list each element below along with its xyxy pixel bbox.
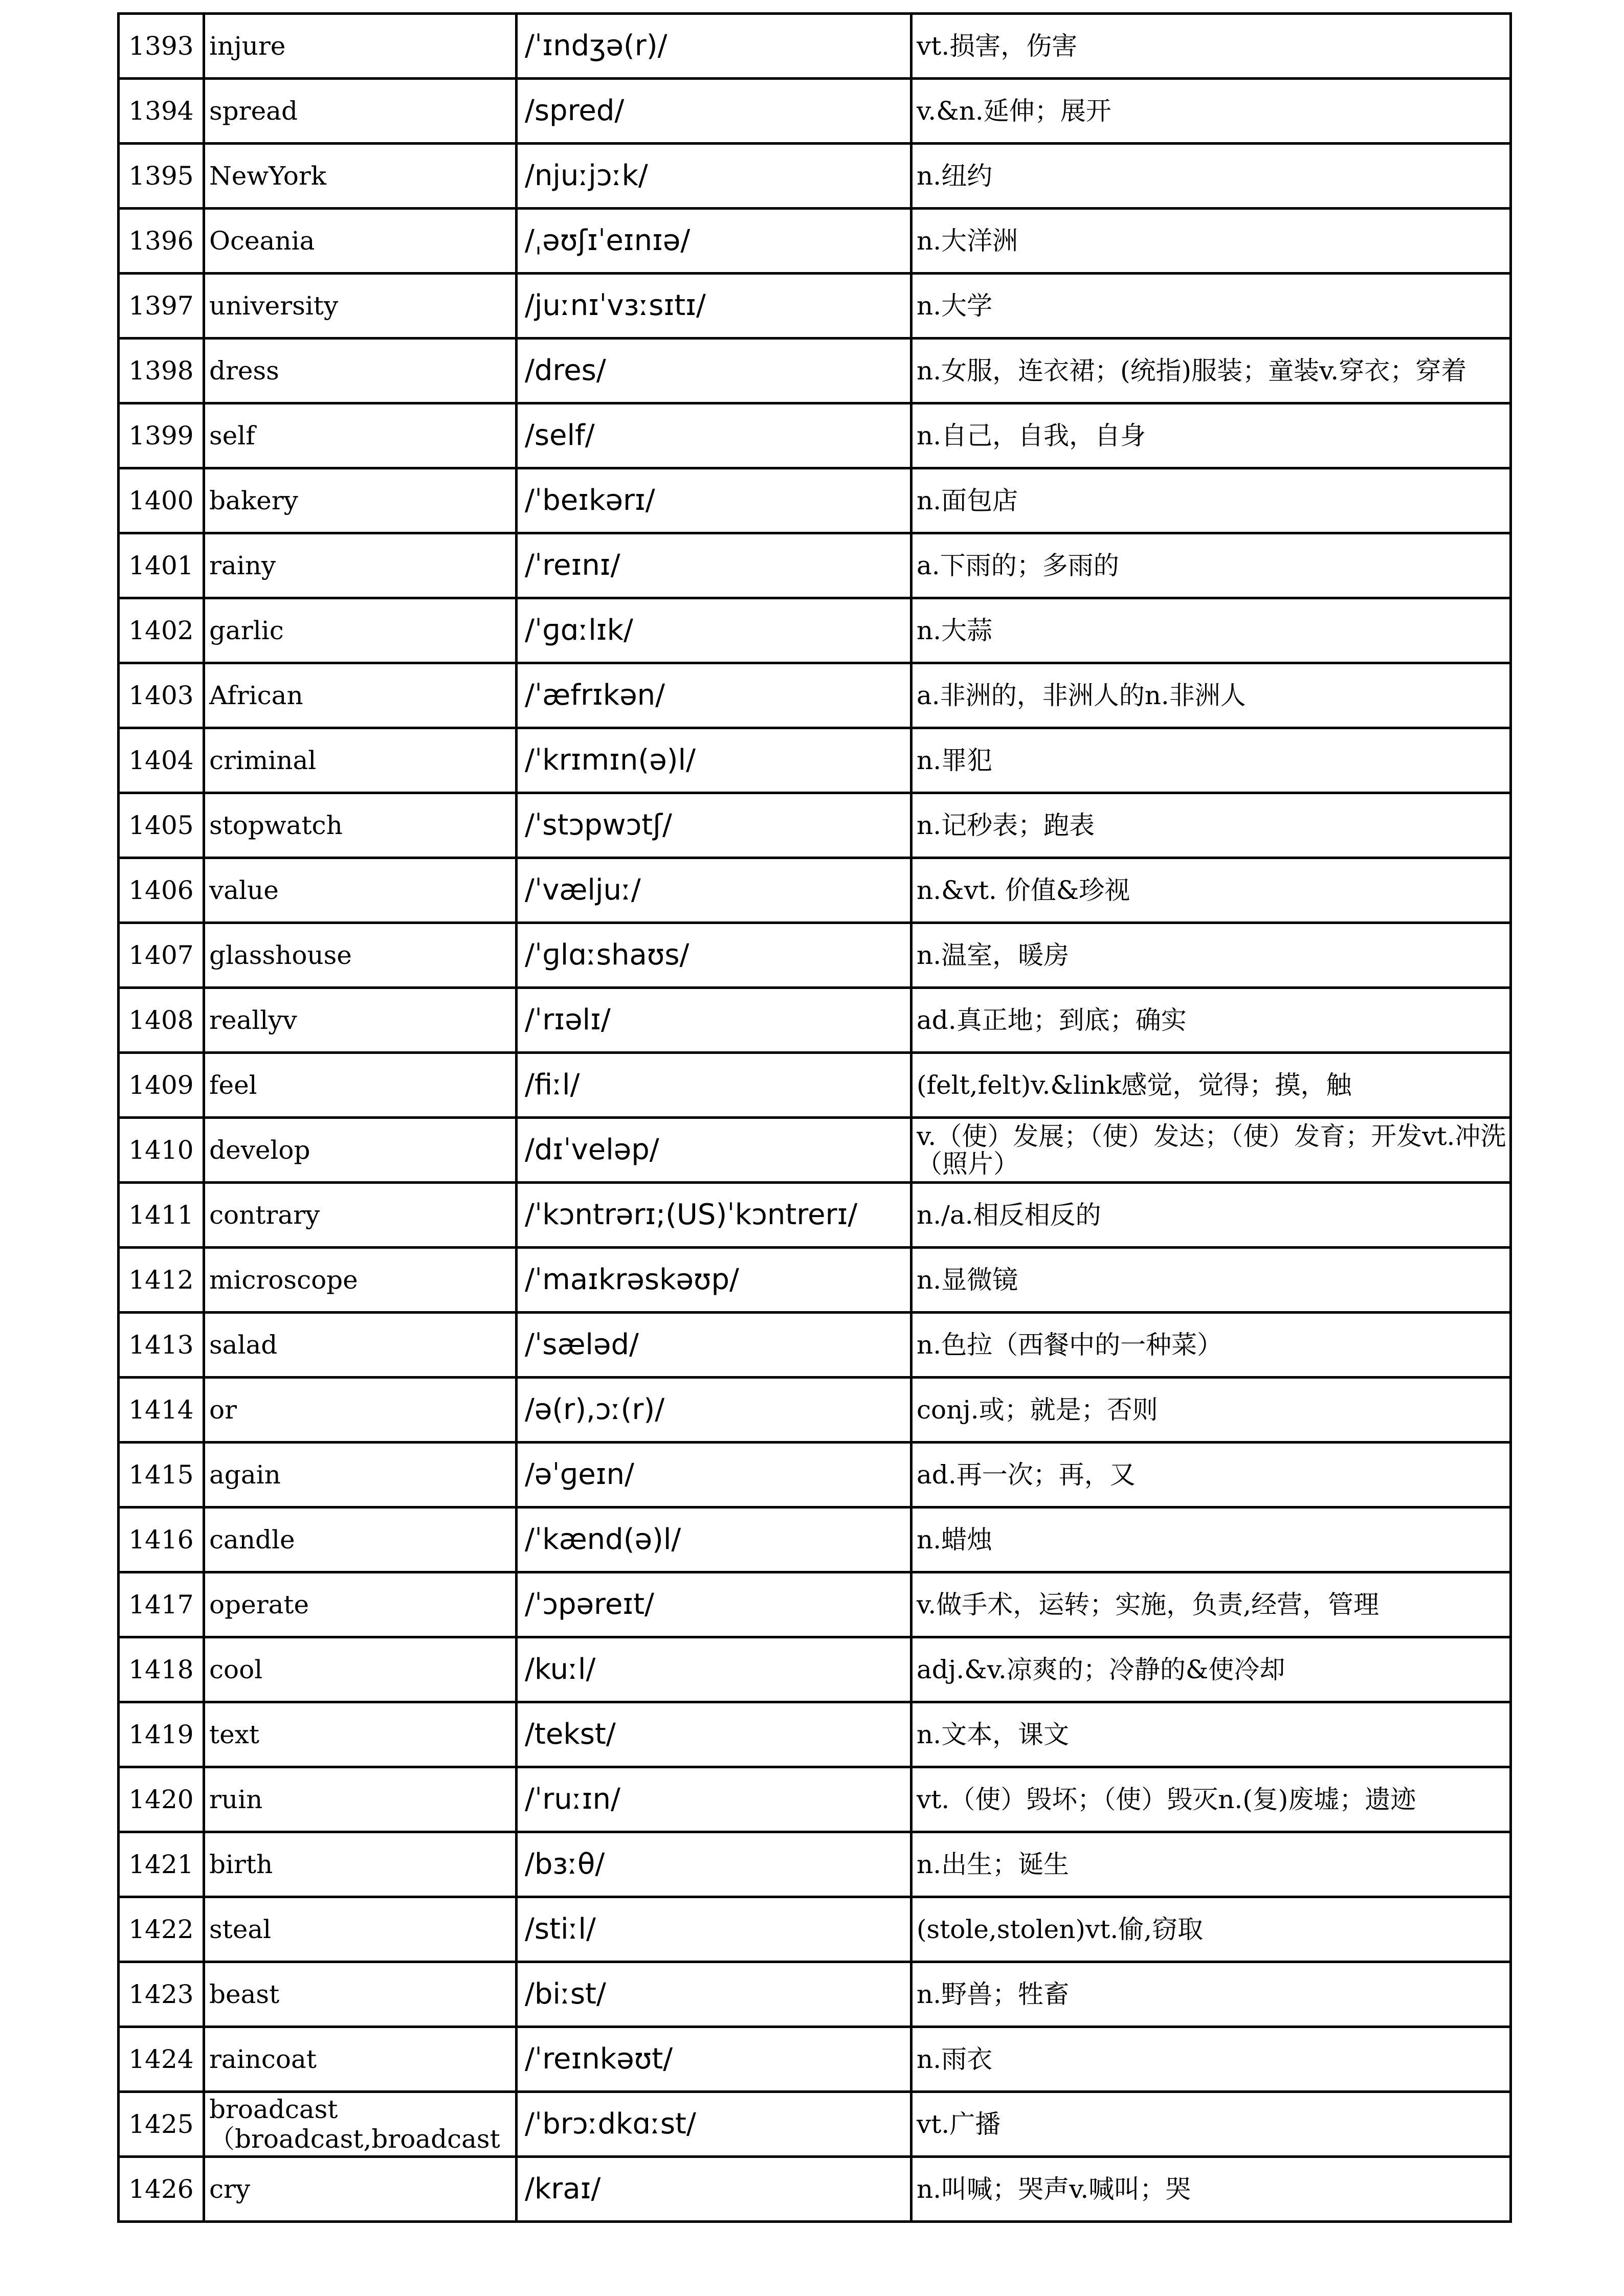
table-row <box>119 14 1511 79</box>
table-row <box>119 79 1511 144</box>
table-row <box>119 1832 1511 1897</box>
entry-meaning: a.非洲的，非洲人的n.非洲人 <box>911 663 1511 728</box>
entry-word: injure <box>204 14 517 79</box>
entry-phonetic: /ˈmaɪkrəskəʊp/ <box>517 1248 911 1313</box>
entry-meaning: n.温室，暖房 <box>911 923 1511 988</box>
entry-word: salad <box>204 1313 517 1378</box>
entry-number: 1420 <box>119 1767 204 1832</box>
table-row <box>119 1507 1511 1572</box>
entry-meaning: (stole,stolen)vt.偷,窃取 <box>911 1897 1511 1962</box>
entry-number: 1422 <box>119 1897 204 1962</box>
entry-meaning: n.纽约 <box>911 144 1511 209</box>
table-row <box>119 1313 1511 1378</box>
entry-word: stopwatch <box>204 793 517 858</box>
entry-number: 1404 <box>119 728 204 793</box>
entry-number: 1414 <box>119 1378 204 1443</box>
entry-word: broadcast （broadcast,broadcast <box>204 2092 517 2157</box>
entry-number: 1396 <box>119 209 204 274</box>
entry-phonetic: /juːnɪˈvɜːsɪtɪ/ <box>517 274 911 339</box>
entry-phonetic: /ˈɪndʒə(r)/ <box>517 14 911 79</box>
entry-word: or <box>204 1378 517 1443</box>
entry-word: ruin <box>204 1767 517 1832</box>
entry-word: contrary <box>204 1183 517 1248</box>
entry-meaning: vt.（使）毁坏；（使）毁灭n.(复)废墟；遗迹 <box>911 1767 1511 1832</box>
table-row <box>119 1053 1511 1118</box>
entry-phonetic: /njuːjɔːk/ <box>517 144 911 209</box>
entry-number: 1403 <box>119 663 204 728</box>
entry-meaning: conj.或；就是；否则 <box>911 1378 1511 1443</box>
entry-meaning: v.（使）发展；（使）发达；（使）发育；开发vt.冲洗（照片） <box>911 1118 1511 1183</box>
table-row <box>119 209 1511 274</box>
table-row <box>119 728 1511 793</box>
table-row <box>119 1248 1511 1313</box>
entry-word: reallyv <box>204 988 517 1053</box>
table-row <box>119 793 1511 858</box>
entry-phonetic: /spred/ <box>517 79 911 144</box>
entry-phonetic: /biːst/ <box>517 1962 911 2027</box>
entry-number: 1409 <box>119 1053 204 1118</box>
entry-meaning: n.显微镜 <box>911 1248 1511 1313</box>
entry-number: 1412 <box>119 1248 204 1313</box>
entry-meaning: n.大洋洲 <box>911 209 1511 274</box>
table-row <box>119 144 1511 209</box>
table-row <box>119 274 1511 339</box>
entry-word: raincoat <box>204 2027 517 2092</box>
entry-meaning: n.蜡烛 <box>911 1507 1511 1572</box>
table-row <box>119 923 1511 988</box>
entry-meaning: n.大蒜 <box>911 598 1511 663</box>
entry-number: 1425 <box>119 2092 204 2157</box>
table-row <box>119 1897 1511 1962</box>
table-row <box>119 403 1511 468</box>
entry-number: 1416 <box>119 1507 204 1572</box>
entry-phonetic: /ˈbeɪkərɪ/ <box>517 468 911 533</box>
entry-word: rainy <box>204 533 517 598</box>
entry-word: university <box>204 274 517 339</box>
entry-phonetic: /tekst/ <box>517 1702 911 1767</box>
table-row <box>119 663 1511 728</box>
entry-number: 1398 <box>119 339 204 403</box>
entry-number: 1421 <box>119 1832 204 1897</box>
entry-number: 1424 <box>119 2027 204 2092</box>
entry-phonetic: /ˈstɔpwɔtʃ/ <box>517 793 911 858</box>
entry-phonetic: /ˈsæləd/ <box>517 1313 911 1378</box>
table-row <box>119 1378 1511 1443</box>
entry-phonetic: /ˈæfrɪkən/ <box>517 663 911 728</box>
entry-word: self <box>204 403 517 468</box>
table-row <box>119 1702 1511 1767</box>
entry-word: develop <box>204 1118 517 1183</box>
entry-meaning: n.雨衣 <box>911 2027 1511 2092</box>
entry-number: 1408 <box>119 988 204 1053</box>
entry-meaning: n.文本，课文 <box>911 1702 1511 1767</box>
entry-meaning: (felt,felt)v.&link感觉，觉得；摸，触 <box>911 1053 1511 1118</box>
entry-word: NewYork <box>204 144 517 209</box>
entry-number: 1419 <box>119 1702 204 1767</box>
entry-number: 1402 <box>119 598 204 663</box>
entry-meaning: ad.再一次；再，又 <box>911 1443 1511 1507</box>
entry-meaning: vt.损害，伤害 <box>911 14 1511 79</box>
entry-meaning: n./a.相反相反的 <box>911 1183 1511 1248</box>
entry-number: 1406 <box>119 858 204 923</box>
entry-meaning: v.做手术，运转；实施，负责,经营，管理 <box>911 1572 1511 1637</box>
entry-word: beast <box>204 1962 517 2027</box>
entry-word: criminal <box>204 728 517 793</box>
entry-word: spread <box>204 79 517 144</box>
entry-phonetic: /kuːl/ <box>517 1637 911 1702</box>
vocabulary-table <box>117 12 1512 2223</box>
table-row <box>119 2027 1511 2092</box>
entry-meaning: adj.&v.凉爽的；冷静的&使冷却 <box>911 1637 1511 1702</box>
entry-number: 1405 <box>119 793 204 858</box>
entry-phonetic: /stiːl/ <box>517 1897 911 1962</box>
entry-number: 1410 <box>119 1118 204 1183</box>
entry-meaning: n.叫喊；哭声v.喊叫；哭 <box>911 2157 1511 2222</box>
entry-phonetic: /dres/ <box>517 339 911 403</box>
entry-number: 1423 <box>119 1962 204 2027</box>
table-row <box>119 2092 1511 2157</box>
entry-number: 1426 <box>119 2157 204 2222</box>
table-row <box>119 339 1511 403</box>
entry-phonetic: /ˈkɔntrərɪ;(US)ˈkɔntrerɪ/ <box>517 1183 911 1248</box>
table-row <box>119 598 1511 663</box>
entry-word: dress <box>204 339 517 403</box>
entry-word: candle <box>204 1507 517 1572</box>
entry-meaning: n.记秒表；跑表 <box>911 793 1511 858</box>
table-row <box>119 1183 1511 1248</box>
entry-phonetic: /ˈruːɪn/ <box>517 1767 911 1832</box>
table-row <box>119 988 1511 1053</box>
entry-word: again <box>204 1443 517 1507</box>
entry-meaning: n.大学 <box>911 274 1511 339</box>
entry-word: birth <box>204 1832 517 1897</box>
entry-word: bakery <box>204 468 517 533</box>
entry-word: operate <box>204 1572 517 1637</box>
entry-word: microscope <box>204 1248 517 1313</box>
entry-word: cry <box>204 2157 517 2222</box>
table-row <box>119 468 1511 533</box>
entry-phonetic: /əˈɡeɪn/ <box>517 1443 911 1507</box>
entry-word: feel <box>204 1053 517 1118</box>
entry-phonetic: /kraɪ/ <box>517 2157 911 2222</box>
table-row <box>119 2157 1511 2222</box>
entry-number: 1417 <box>119 1572 204 1637</box>
table-row <box>119 1118 1511 1183</box>
table-row <box>119 1767 1511 1832</box>
entry-phonetic: /ə(r),ɔː(r)/ <box>517 1378 911 1443</box>
entry-number: 1395 <box>119 144 204 209</box>
entry-phonetic: /ˈbrɔːdkɑːst/ <box>517 2092 911 2157</box>
entry-word: garlic <box>204 598 517 663</box>
table-row <box>119 1572 1511 1637</box>
entry-phonetic: /ˈɔpəreɪt/ <box>517 1572 911 1637</box>
entry-meaning: vt.广播 <box>911 2092 1511 2157</box>
entry-number: 1407 <box>119 923 204 988</box>
entry-phonetic: /ˈkænd(ə)l/ <box>517 1507 911 1572</box>
entry-meaning: n.出生；诞生 <box>911 1832 1511 1897</box>
entry-number: 1401 <box>119 533 204 598</box>
entry-word: value <box>204 858 517 923</box>
entry-number: 1413 <box>119 1313 204 1378</box>
entry-word: Oceania <box>204 209 517 274</box>
entry-number: 1394 <box>119 79 204 144</box>
entry-meaning: n.色拉（西餐中的一种菜） <box>911 1313 1511 1378</box>
entry-number: 1393 <box>119 14 204 79</box>
entry-phonetic: /ˈvæljuː/ <box>517 858 911 923</box>
entry-meaning: n.面包店 <box>911 468 1511 533</box>
entry-meaning: n.野兽；牲畜 <box>911 1962 1511 2027</box>
entry-word: text <box>204 1702 517 1767</box>
entry-number: 1400 <box>119 468 204 533</box>
entry-phonetic: /ˈkrɪmɪn(ə)l/ <box>517 728 911 793</box>
table-row <box>119 1962 1511 2027</box>
entry-meaning: ad.真正地；到底；确实 <box>911 988 1511 1053</box>
entry-phonetic: /dɪˈveləp/ <box>517 1118 911 1183</box>
entry-meaning: n.女服，连衣裙；(统指)服装；童装v.穿衣；穿着 <box>911 339 1511 403</box>
entry-word: cool <box>204 1637 517 1702</box>
table-row <box>119 533 1511 598</box>
entry-word: steal <box>204 1897 517 1962</box>
table-row <box>119 858 1511 923</box>
entry-phonetic: /fiːl/ <box>517 1053 911 1118</box>
entry-meaning: n.&vt. 价值&珍视 <box>911 858 1511 923</box>
entry-meaning: n.罪犯 <box>911 728 1511 793</box>
entry-number: 1397 <box>119 274 204 339</box>
table-row <box>119 1443 1511 1507</box>
entry-number: 1399 <box>119 403 204 468</box>
entry-word: glasshouse <box>204 923 517 988</box>
entry-phonetic: /ˈɡlɑːshaʊs/ <box>517 923 911 988</box>
entry-meaning: a.下雨的；多雨的 <box>911 533 1511 598</box>
entry-number: 1418 <box>119 1637 204 1702</box>
entry-meaning: n.自己，自我，自身 <box>911 403 1511 468</box>
entry-phonetic: /self/ <box>517 403 911 468</box>
entry-phonetic: /ˈrɪəlɪ/ <box>517 988 911 1053</box>
entry-phonetic: /ˌəʊʃɪˈeɪnɪə/ <box>517 209 911 274</box>
vocabulary-table-body <box>119 14 1511 2222</box>
entry-phonetic: /ˈreɪnɪ/ <box>517 533 911 598</box>
entry-word: African <box>204 663 517 728</box>
entry-meaning: v.&n.延伸；展开 <box>911 79 1511 144</box>
entry-phonetic: /ˈreɪnkəʊt/ <box>517 2027 911 2092</box>
entry-phonetic: /ˈɡɑːlɪk/ <box>517 598 911 663</box>
entry-phonetic: /bɜːθ/ <box>517 1832 911 1897</box>
table-row <box>119 1637 1511 1702</box>
entry-number: 1415 <box>119 1443 204 1507</box>
entry-number: 1411 <box>119 1183 204 1248</box>
